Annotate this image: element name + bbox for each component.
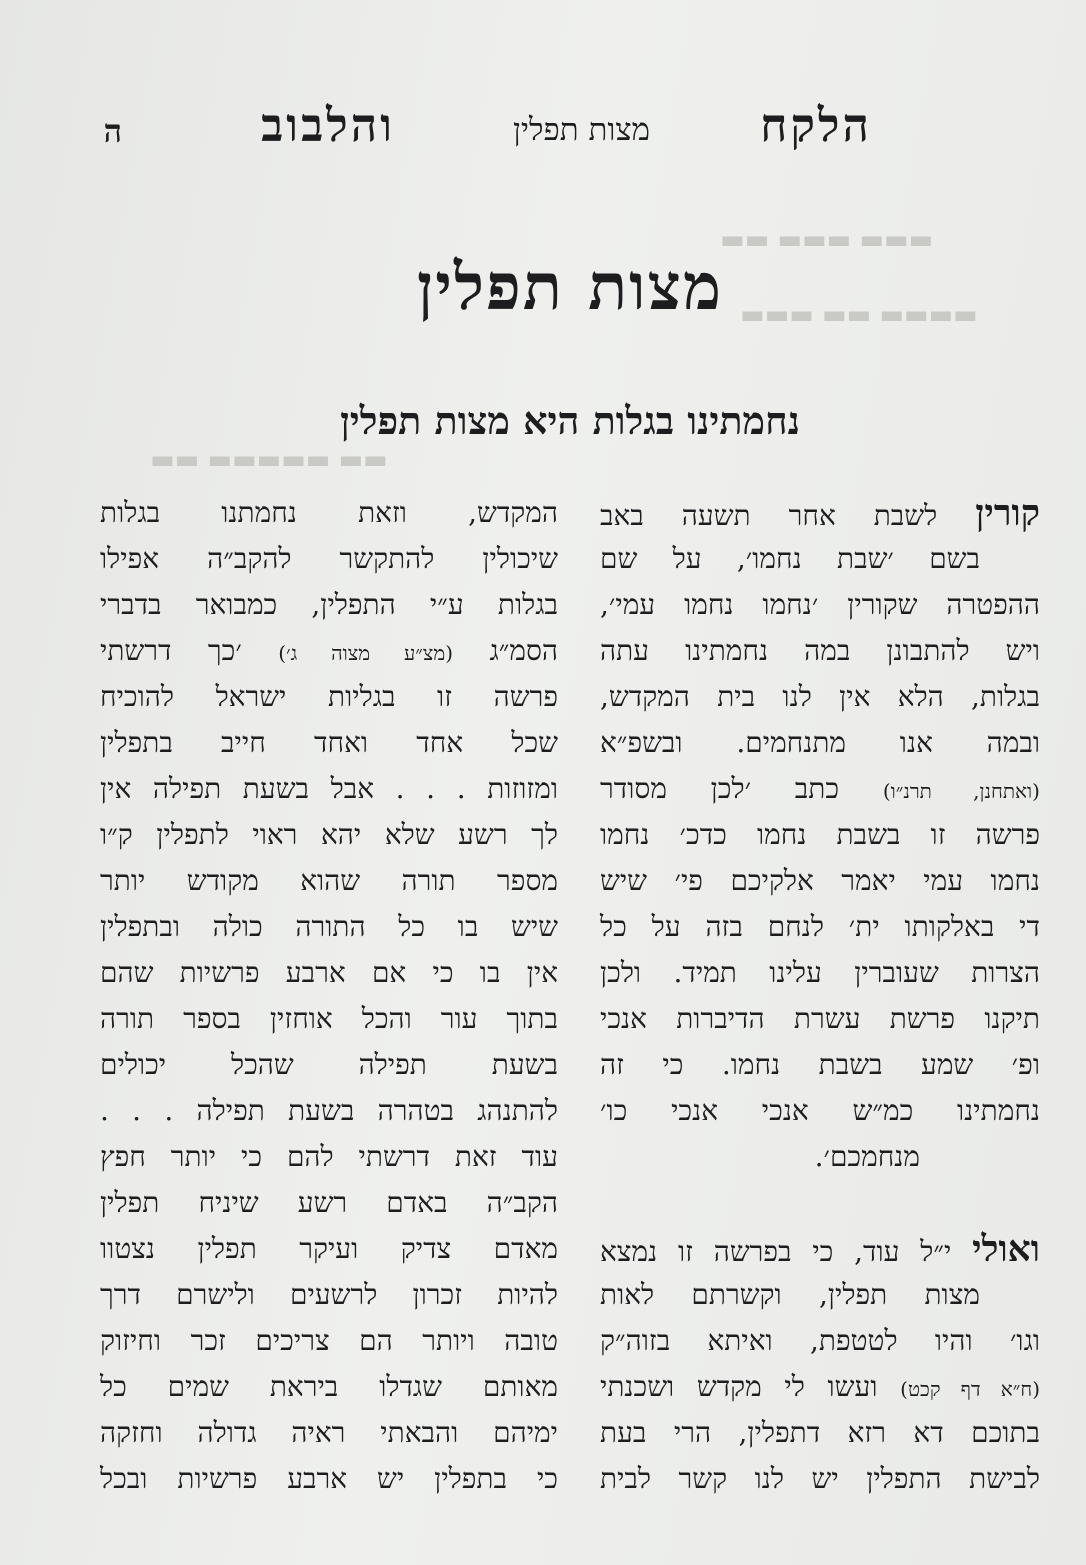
header-right-word: והלבוב xyxy=(261,98,395,152)
text-line: לבישת התפלין יש לנו קשר לבית xyxy=(600,1462,1040,1495)
text-line: מצות תפלין, וקשרתם לאות xyxy=(600,1278,980,1311)
paragraph-lead-word: ואולי xyxy=(972,1228,1040,1270)
text-line: שיכולין להתקשר להקב״ה אפילו xyxy=(100,542,558,575)
text-line: ובמה אנו מתנחמים. ובשפ״א xyxy=(600,726,1040,759)
text-line: ימיהם והבאתי ראיה גדולה וחזקה xyxy=(100,1416,558,1449)
bleed-through-text: ▬▬ ▬▬▬▬▬ ▬▬ xyxy=(150,445,388,475)
text-line: (ואתחנן, תרנ״ו) כתב ׳לכן מסודר xyxy=(600,772,1040,805)
text-line: אין בו כי אם ארבע פרשיות שהם xyxy=(100,956,558,989)
text-line: הקב״ה באדם רשע שיניח תפלין xyxy=(100,1186,558,1219)
paragraph-lead-word: קורין xyxy=(975,492,1041,534)
text-line: בשם ׳שבת נחמו׳, על שם xyxy=(600,542,980,575)
text-line: המקדש, וזאת נחמתנו בגלות xyxy=(100,496,558,529)
text-line: בגלות, הלא אין לנו בית המקדש, xyxy=(600,680,1040,713)
header-section-title: מצות תפלין xyxy=(513,112,650,148)
text-line: הצרות שעוברין עלינו תמיד. ולכן xyxy=(600,956,1040,989)
text-line: פרשה זו בגליות ישראל להוכיח xyxy=(100,680,558,713)
paragraph-first-line: ואולי י״ל עוד, כי בפרשה זו נמצא xyxy=(600,1228,1040,1270)
text-line: בגלות ע״י התפלין, כמבואר בדברי xyxy=(100,588,558,621)
page-number: ה xyxy=(103,112,122,150)
text-line: להתנהג בטהרה בשעת תפילה . . . xyxy=(100,1094,558,1127)
text-line: כי בתפלין יש ארבע פרשיות ובכל xyxy=(100,1462,558,1495)
chapter-title: מצות תפלין xyxy=(416,250,724,325)
text-line: עוד זאת דרשתי להם כי יותר חפץ xyxy=(100,1140,558,1173)
bleed-through-text: ▬▬▬ ▬▬▬ ▬▬ xyxy=(720,225,934,255)
text-line: מאדם צדיק ועיקר תפלין נצטוו xyxy=(100,1232,558,1265)
right-text-column xyxy=(600,490,1040,1502)
text-line: בתוך עור והכל אוחזין בספר תורה xyxy=(100,1002,558,1035)
text-line: ומזוזות . . . אבל בשעת תפילה אין xyxy=(100,772,558,805)
text-line: פרשה זו בשבת נחמו כדכ׳ נחמו xyxy=(600,818,1040,851)
bleed-through-text: ▬▬▬▬ ▬▬ ▬▬▬ xyxy=(740,300,978,330)
citation-text: (ח״א דף קכט) xyxy=(900,1377,1040,1401)
text-line: מאותם שגדלו ביראת שמים כל xyxy=(100,1370,558,1403)
left-text-column xyxy=(100,490,558,1502)
text-line: הסמ״ג (מצ״ע מצוה ג׳) ׳כך דרשתי xyxy=(100,634,558,667)
text-line: בשעת תפילה שהכל יכולים xyxy=(100,1048,558,1081)
citation-text: (ואתחנן, תרנ״ו) xyxy=(882,779,1040,803)
text-line: ופ׳ שמע בשבת נחמו. כי זה xyxy=(600,1048,1040,1081)
text-line: לך רשע שלא יהא ראוי לתפלין ק״ו xyxy=(100,818,558,851)
text-line: תיקנו פרשת עשרת הדיברות אנכי xyxy=(600,1002,1040,1035)
text-line: וגו׳ והיו לטטפת, ואיתא בזוה״ק xyxy=(600,1324,1040,1357)
section-heading: נחמתינו בגלות היא מצות תפלין xyxy=(340,398,800,443)
paragraph-gap xyxy=(600,1180,1040,1226)
text-line: ויש להתבונן במה נחמתינו עתה xyxy=(600,634,1040,667)
text-line: די באלקותו ית׳ לנחם בזה על כל xyxy=(600,910,1040,943)
paragraph-first-line: קורין לשבת אחר תשעה באב xyxy=(600,492,1041,534)
text-line: מספר תורה שהוא מקודש יותר xyxy=(100,864,558,897)
text-line: שכל אחד ואחד חייב בתפלין xyxy=(100,726,558,759)
running-header xyxy=(90,98,890,158)
text-line: מנחמכם׳. xyxy=(814,1140,920,1173)
header-left-word: הלקח xyxy=(760,98,872,152)
text-line: נחמתינו כמ״ש אנכי אנכי כו׳ xyxy=(600,1094,1040,1127)
text-line: (ח״א דף קכט) ועשו לי מקדש ושכנתי xyxy=(600,1370,1040,1403)
text-line: ההפטרה שקורין ׳נחמו נחמו עמי׳, xyxy=(600,588,1040,621)
text-line: שיש בו כל התורה כולה ובתפלין xyxy=(100,910,558,943)
text-line: להיות זכרון לרשעים ולישרם דרך xyxy=(100,1278,558,1311)
text-line: טובה ויותר הם צריכים זכר וחיזוק xyxy=(100,1324,558,1357)
citation-text: (מצ״ע מצוה ג׳) xyxy=(278,641,454,665)
text-line: בתוכם דא רזא דתפלין, הרי בעת xyxy=(600,1416,1040,1449)
text-line: נחמו עמי יאמר אלקיכם פי׳ שיש xyxy=(600,864,1040,897)
